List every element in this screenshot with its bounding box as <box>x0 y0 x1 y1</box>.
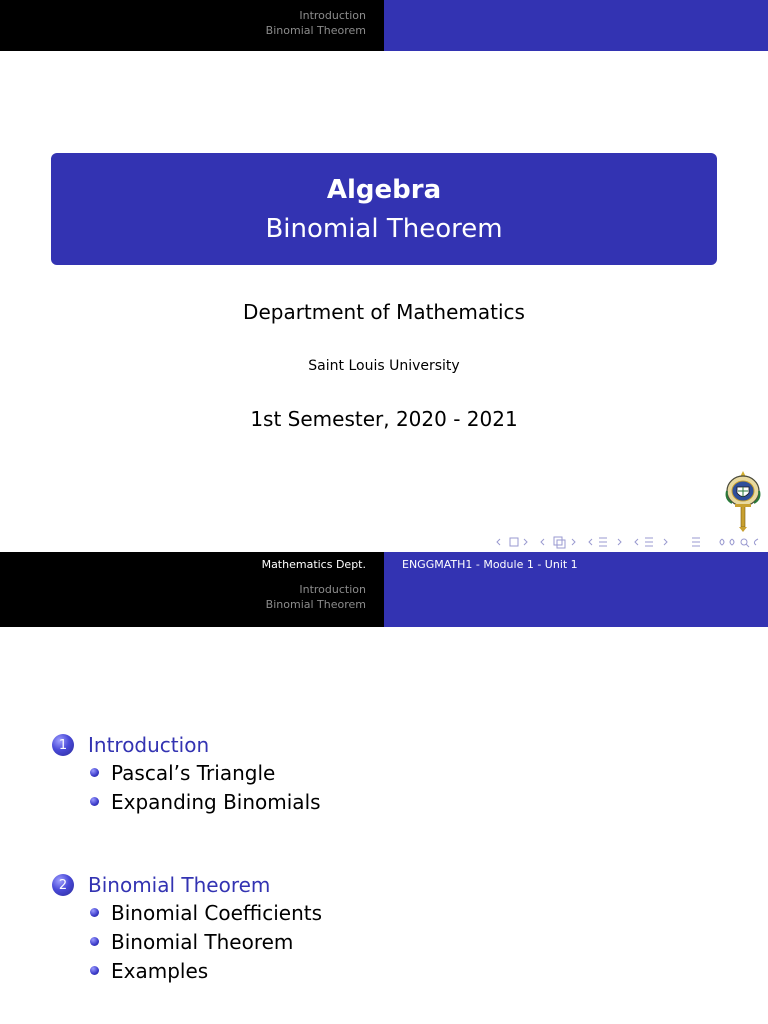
toc-subsection-label[interactable]: Examples <box>111 958 209 983</box>
bullet-icon <box>90 937 99 946</box>
header-left <box>0 0 384 51</box>
nav-section-link[interactable]: Introduction <box>299 583 366 596</box>
footer-bar <box>0 552 768 576</box>
author: Department of Mathematics <box>243 300 525 324</box>
beamer-navigation-symbols[interactable] <box>496 535 762 549</box>
header-nav <box>266 8 366 38</box>
toc-subsection[interactable] <box>90 787 321 816</box>
nav-subsection-link[interactable]: Binomial Theorem <box>265 598 366 611</box>
header-right <box>384 0 768 51</box>
toc-subsection[interactable] <box>90 927 322 956</box>
slide-subtitle: Binomial Theorem <box>265 214 503 244</box>
toc-subsection[interactable] <box>90 758 321 787</box>
slide-title: Algebra <box>326 175 442 205</box>
section-number-ball: 1 <box>52 734 74 756</box>
toc-subsection-label[interactable]: Binomial Theorem <box>111 929 294 954</box>
bullet-icon <box>90 768 99 777</box>
footer-left <box>0 552 384 576</box>
header-right <box>384 576 768 627</box>
title-box <box>51 153 717 265</box>
nav-section-link[interactable]: Introduction <box>299 9 366 22</box>
toc-section-label[interactable]: Introduction <box>88 733 210 757</box>
toc-section-heading[interactable] <box>52 872 322 898</box>
date: 1st Semester, 2020 - 2021 <box>250 407 518 431</box>
institute: Saint Louis University <box>308 358 460 374</box>
toc-subsection-label[interactable]: Binomial Coefficients <box>111 900 323 925</box>
footer-author: Mathematics Dept. <box>261 558 366 571</box>
header-bar <box>0 0 768 51</box>
outline-slide <box>0 552 768 1024</box>
bullet-icon <box>90 966 99 975</box>
toc-section <box>52 732 321 816</box>
bullet-icon <box>90 908 99 917</box>
toc-subsection-label[interactable]: Pascal’s Triangle <box>111 760 276 785</box>
toc-subsection-label[interactable]: Expanding Binomials <box>111 789 321 814</box>
header-nav <box>266 582 366 612</box>
footer-right <box>384 552 768 576</box>
footer-title: ENGGMATH1 - Module 1 - Unit 1 <box>402 558 578 571</box>
section-number-ball: 2 <box>52 874 74 896</box>
header-left <box>0 576 384 627</box>
toc-subsection[interactable] <box>90 898 322 927</box>
bullet-icon <box>90 797 99 806</box>
header-bar <box>0 576 768 627</box>
toc-section <box>52 872 322 985</box>
nav-subsection-link[interactable]: Binomial Theorem <box>265 24 366 37</box>
toc-section-heading[interactable] <box>52 732 321 758</box>
toc-subsection[interactable] <box>90 956 322 985</box>
toc-section-label[interactable]: Binomial Theorem <box>88 873 271 897</box>
university-seal-icon <box>722 469 764 533</box>
